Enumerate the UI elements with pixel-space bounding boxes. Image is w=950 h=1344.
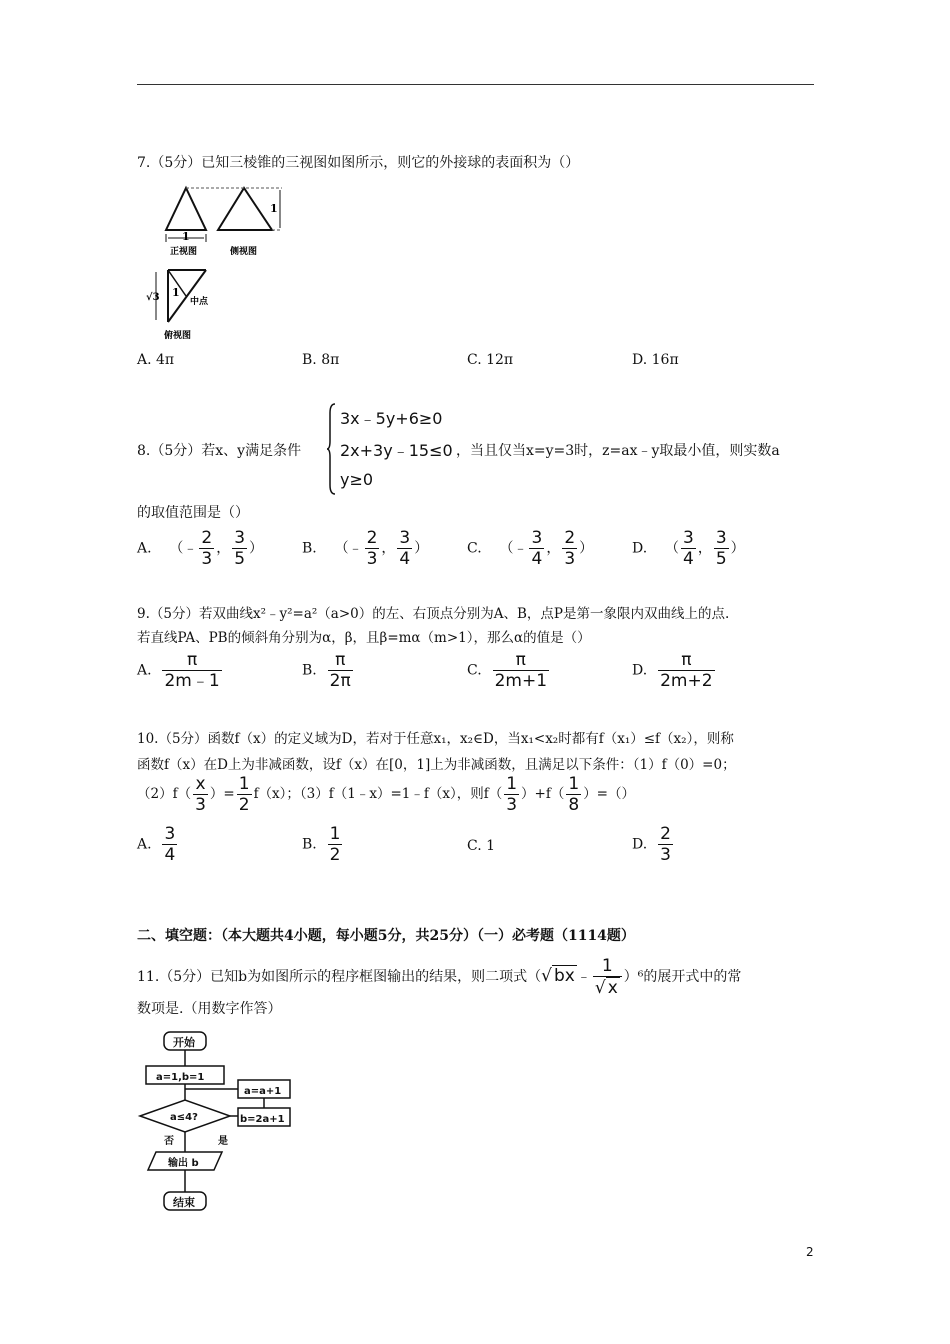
q7-figure-top: [140, 264, 230, 344]
q7-option-a: A. 4π: [137, 352, 175, 368]
q7-height: 1: [270, 202, 278, 215]
q10-line2: 函数f（x）在D上为非减函数，设f（x）在[0，1]上为非减函数，且满足以下条件：（1）f（0）=0；: [137, 757, 736, 773]
q7-option-c: C. 12π: [467, 352, 514, 368]
q7-midpoint: 中点: [190, 297, 209, 307]
q8-brace: [326, 403, 336, 495]
q8-suffix: ，当且仅当x=y=3时，z=ax﹣y取最小值，则实数a: [456, 443, 780, 459]
q10-option-b: B. $\frac{1}{2}$: [302, 824, 341, 865]
section-2-heading: 二、填空题：（本大题共4小题，每小题5分，共25分）（一）必考题（1114题）: [137, 928, 635, 944]
q11-line2: 数项是.（用数字作答）: [137, 1001, 282, 1017]
q8-option-b: B. （﹣ $\frac{2}{3}$ ， $\frac{3}{4}$ ）: [302, 528, 429, 569]
q9-option-b: B. $\frac{\pi}{2\pi}$: [302, 650, 351, 691]
q9-line2: 若直线PA、PB的倾斜角分别为α，β，且β=mα（m>1），那么α的值是（）: [137, 630, 591, 646]
q8-option-a: A. （﹣ $\frac{2}{3}$ ， $\frac{3}{5}$ ）: [137, 528, 264, 569]
flow-init: a=1,b=1: [156, 1072, 205, 1083]
q7-front-len: 1: [182, 230, 190, 243]
q7-top-inner: 1: [172, 286, 180, 299]
q7-top-len: √3: [146, 292, 160, 303]
flow-cond: a≤4?: [170, 1112, 198, 1123]
flow-output: 输出 b: [168, 1158, 199, 1169]
q10-line3: （2）f（ $\frac{x}{3}$ ）= $\frac{1}{2}$ f（x）；（3）f（1﹣x）=1﹣f（x），则f（ $\frac{1}{3}$ ）+f（ $\frac{1}{8}$ ）=（）: [137, 774, 635, 815]
flow-inc: a=a+1: [244, 1086, 282, 1097]
q7-option-d: D. 16π: [632, 352, 679, 368]
q8-line2: 的取值范围是（）: [137, 505, 249, 521]
q9-option-c: C. $\frac{\pi}{2m+1}$: [467, 650, 548, 691]
q9-option-a: A. $\frac{\pi}{2m﹣1}$: [137, 650, 220, 691]
q11-line1: 11.（5分）已知b为如图所示的程序框图输出的结果，则二项式（√ bx ﹣ $\frac{1}{√ x}$ ）⁶的展开式中的常: [137, 956, 742, 998]
q8-option-c: C. （﹣ $\frac{3}{4}$ ， $\frac{2}{3}$ ）: [467, 528, 594, 569]
flow-yes: 是: [218, 1136, 228, 1147]
q7-side-label: 侧视图: [230, 247, 258, 257]
q9-line1: 9.（5分）若双曲线x²﹣y²=a²（a>0）的左、右顶点分别为A、B，点P是第一象限内双曲线上的点.: [137, 606, 730, 622]
q8-option-d: D. （ $\frac{3}{4}$ ， $\frac{3}{5}$ ）: [632, 528, 745, 569]
q7-figure-front-side: [140, 182, 290, 258]
q10-option-d: D. $\frac{2}{3}$: [632, 824, 671, 865]
q7-option-b: B. 8π: [302, 352, 340, 368]
q8-prefix: 8.（5分）若x、y满足条件: [137, 443, 302, 459]
flow-start: 开始: [173, 1036, 195, 1049]
q8-constraint-1: 3x﹣5y+6≥0: [340, 409, 443, 428]
q10-line1: 10.（5分）函数f（x）的定义域为D，若对于任意x₁，x₂∈D，当x₁<x₂时都有f（x₁）≤f（x₂），则称: [137, 731, 734, 747]
flow-assign: b=2a+1: [240, 1114, 285, 1125]
q8-constraint-2: 2x+3y﹣15≤0: [340, 441, 453, 460]
q7-front-label: 正视图: [170, 247, 198, 257]
q10-option-a: A. $\frac{3}{4}$: [137, 824, 176, 865]
q7-top-label: 俯视图: [164, 331, 192, 341]
q11-flowchart: [134, 1028, 304, 1218]
flow-end: 结束: [173, 1196, 195, 1209]
header-rule: [137, 84, 814, 85]
q7-stem: 7.（5分）已知三棱锥的三视图如图所示，则它的外接球的表面积为（）: [137, 155, 580, 171]
q10-option-c: C. 1: [467, 838, 496, 854]
page-number: 2: [806, 1245, 814, 1259]
q8-constraint-3: y≥0: [340, 470, 374, 489]
q9-option-d: D. $\frac{\pi}{2m+2}$: [632, 650, 713, 691]
flow-no: 否: [164, 1136, 174, 1147]
